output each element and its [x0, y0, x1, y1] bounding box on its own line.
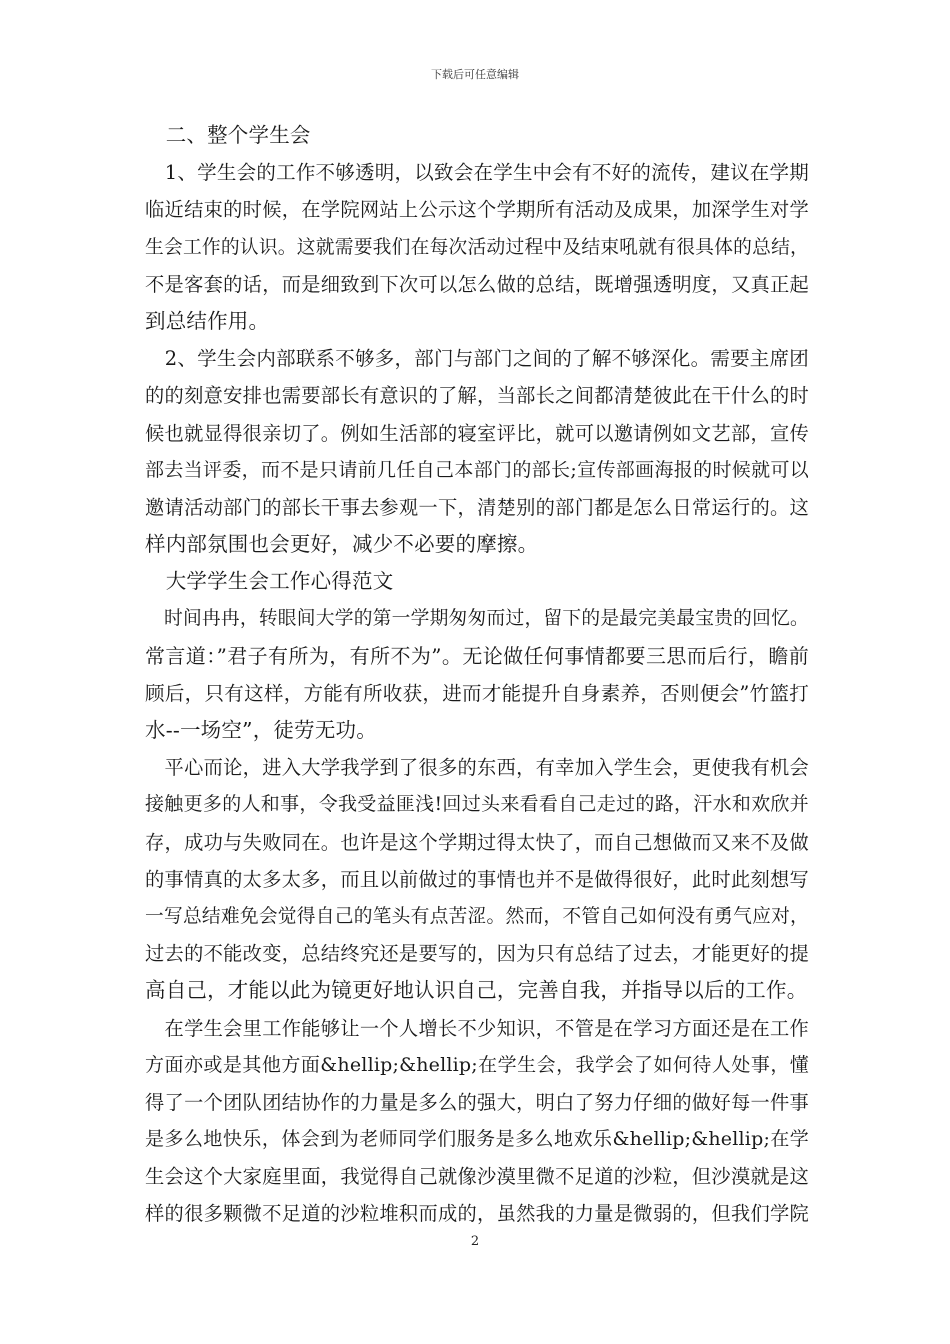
- text-line: 时间冉冉，转眼间大学的第一学期匆匆而过，留下的是最完美最宝贵的回忆。: [145, 608, 809, 630]
- text-line: 接触更多的人和事，令我受益匪浅!回过头来看看自己走过的路，汗水和欢欣并: [145, 793, 809, 816]
- section-heading-line: 二、整个学生会: [145, 123, 311, 147]
- text-line: 生会这个大家庭里面，我觉得自己就像沙漠里微不足道的沙粒，但沙漠就是这: [145, 1165, 809, 1189]
- text-line: 得了一个团队团结协作的力量是多么的强大，明白了努力仔细的做好每一件事: [145, 1090, 809, 1114]
- header-caption: 下载后可任意编辑: [431, 68, 519, 81]
- text-line: 样的很多颗微不足道的沙粒堆积而成的，虽然我的力量是微弱的，但我们学院: [145, 1202, 809, 1226]
- section-heading-line: 大学学生会工作心得范文: [145, 569, 394, 594]
- page-number: 2: [470, 1234, 480, 1249]
- text-line: 部去当评委，而不是只请前几任自己本部门的部长;宣传部画海报的时候就可以: [145, 458, 809, 481]
- text-line: 高自己，才能以此为镜更好地认识自己，完善自我，并指导以后的工作。: [145, 978, 808, 1003]
- text-line: 样内部氛围也会更好，减少不必要的摩擦。: [145, 532, 539, 557]
- text-line: 常言道：”君子有所为，有所不为”。无论做任何事情都要三思而后行，瞻前: [145, 643, 809, 668]
- text-line: 方面亦或是其他方面&hellip;&hellip;在学生会，我学会了如何待人处事，懂: [145, 1053, 809, 1076]
- text-line: 1、学生会的工作不够透明，以致会在学生中会有不好的流传，建议在学期: [145, 161, 809, 185]
- text-line: 水--一场空”，徒劳无功。: [145, 718, 377, 742]
- text-line: 在学生会里工作能够让一个人增长不少知识，不管是在学习方面还是在工作: [145, 1016, 809, 1040]
- text-line: 是多么地快乐，体会到为老师同学们服务是多么地欢乐&hellip;&hellip;在学: [145, 1128, 809, 1151]
- text-line: 不是客套的话，而是细致到下次可以怎么做的总结，既增强透明度，又真正起: [145, 272, 809, 296]
- text-line: 临近结束的时候，在学院网站上公示这个学期所有活动及成果，加深学生对学: [145, 198, 809, 222]
- text-line: 生会工作的认识。这就需要我们在每次活动过程中及结束吼就有很具体的总结，: [145, 236, 809, 258]
- text-line: 过去的不能改变，总结终究还是要写的，因为只有总结了过去，才能更好的提: [145, 942, 809, 966]
- text-line: 一写总结难免会觉得自己的笔头有点苦涩。然而，不管自己如何没有勇气应对，: [145, 905, 809, 927]
- text-line: 顾后，只有这样，方能有所收获，进而才能提升自身素养，否则便会”竹篮打: [145, 681, 809, 705]
- text-line: 存，成功与失败同在。也许是这个学期过得太快了，而自己想做而又来不及做: [145, 830, 809, 854]
- document-body: [145, 117, 809, 1233]
- page-footer: [0, 1234, 950, 1249]
- text-line: 2、学生会内部联系不够多，部门与部门之间的了解不够深化。需要主席团: [145, 347, 809, 371]
- text-line: 候也就显得很亲切了。例如生活部的寝室评比，就可以邀请例如文艺部，宣传: [145, 421, 809, 445]
- text-line: 邀请活动部门的部长干事去参观一下，清楚别的部门都是怎么日常运行的。这: [145, 495, 809, 519]
- page-header: [0, 66, 950, 82]
- text-line: 的的刻意安排也需要部长有意识的了解，当部长之间都清楚彼此在干什么的时: [145, 384, 809, 408]
- text-line: 平心而论，进入大学我学到了很多的东西，有幸加入学生会，更使我有机会: [145, 756, 809, 780]
- text-line: 到总结作用。: [145, 308, 270, 333]
- text-line: 的事情真的太多太多，而且以前做过的事情也并不是做得很好，此时此刻想写: [145, 867, 809, 891]
